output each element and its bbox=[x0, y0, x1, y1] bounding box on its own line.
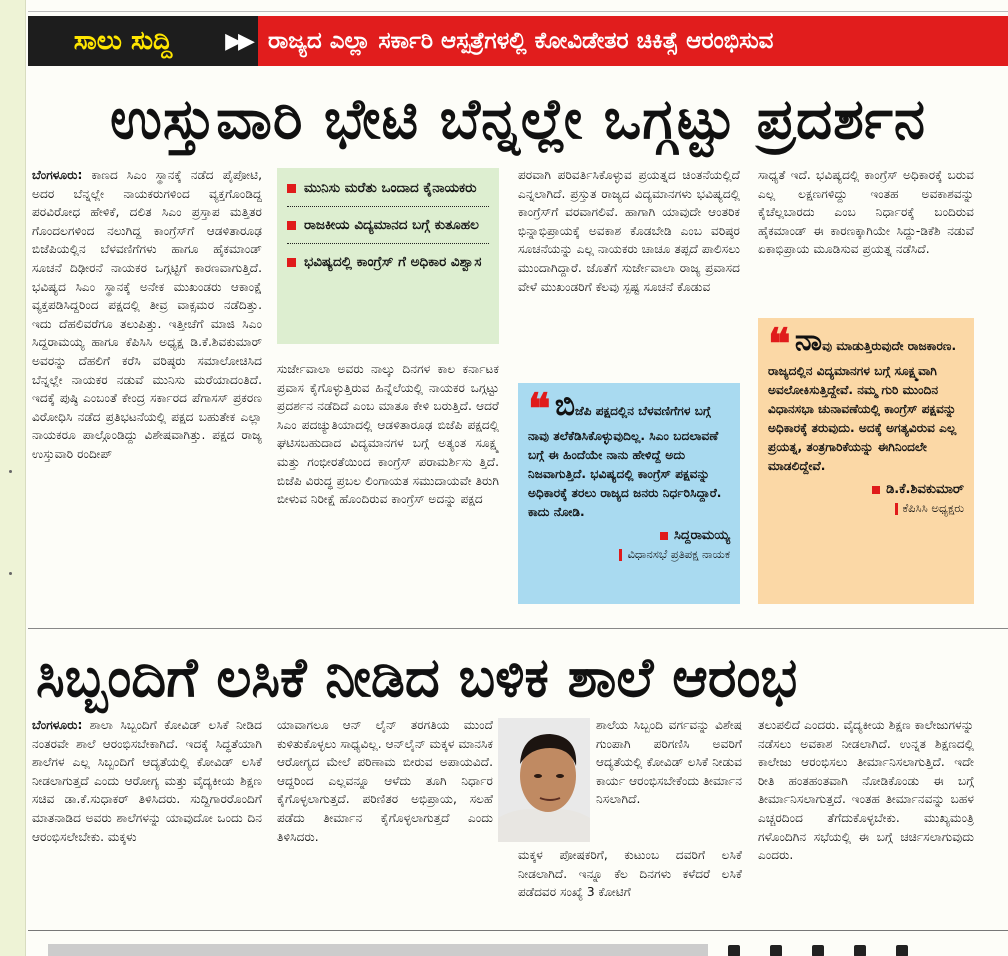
quote-role-text: ವಿಧಾನಸಭೆ ಪ್ರತಿಪಕ್ಷ ನಾಯಕ bbox=[627, 547, 730, 561]
story1-col3-text: ಪರವಾಗಿ ಪರಿವರ್ತಿಸಿಕೊಳ್ಳುವ ಪ್ರಯತ್ನದ ಚಿಂತನೆಯಲ್ಲಿದೆ ಎನ್ನಲಾಗಿದೆ. ಪ್ರಸ್ತುತ ರಾಜ್ಯದ ವಿದ್ಯಮಾನಗಳು ಭವಿಷ್ಯದಲ್ಲಿ ಕಾಂಗ್ರೆಸ್‌ಗೆ ವರವಾಗಲಿವೆ. ಹಾಗಾಗಿ ಯಾವುದೇ ಆಂತರಿಕ ಭಿನ್ನಾಭಿಪ್ರಾಯಕ್ಕೆ ಅವಕಾಶ ಕೊಡಬೇಡಿ ಎಂಬ ವರಿಷ್ಠರ ಸೂಚನೆಯನ್ನು ಎಲ್ಲ ನಾಯಕರು ಚಾಚೂ ತಪ್ಪದೆ ಪಾಲಿಸಲು ಮುಂದಾಗಿದ್ದಾರೆ. ಜೊತೆಗೆ ಸುರ್ಜೇವಾಲಾ ರಾಜ್ಯ ಪ್ರವಾಸದ ವೇಳೆ ಮುಖಂಡರಿಗೆ ಕೆಲವು ಸ್ಪಷ್ಟ ಸೂಚನೆ ಕೊಡುವ bbox=[518, 168, 740, 294]
quote-box-siddaramaiah bbox=[518, 383, 740, 604]
newspaper-page bbox=[28, 0, 1008, 956]
next-story-image-edge bbox=[48, 944, 708, 956]
bottom-rule bbox=[28, 930, 1008, 931]
story2-col1-text: ಶಾಲಾ ಸಿಬ್ಬಂದಿಗೆ ಕೋವಿಡ್ ಲಸಿಕೆ ನೀಡಿದ ನಂತರವೇ ಶಾಲೆ ಆರಂಭಿಸಬೇಕಾಗಿದೆ. ಇದಕ್ಕೆ ಸಿದ್ಧತೆಯಾಗಿ ಶಾಲೆಗಳ ಎಲ್ಲ ಸಿಬ್ಬಂದಿಗೆ ಆದ್ಯತೆಯಲ್ಲಿ ಕೋವಿಡ್ ಲಸಿಕೆ ನೀಡಲಾಗುತ್ತದೆ ಎಂದು ಆರೋಗ್ಯ ಮತ್ತು ವೈದ್ಯಕೀಯ ಶಿಕ್ಷಣ ಸಚಿವ ಡಾ.ಕೆ.ಸುಧಾಕರ್ ತಿಳಿಸಿದರು. ಸುದ್ದಿಗಾರರೊಂದಿಗೆ ಮಾತನಾಡಿದ ಅವರು ಶಾಲೆಗಳನ್ನು ಯಾವುದೋ ಒಂದು ದಿನ ಆರಂಭಿಸಲೇಬೇಕು. ಮಕ್ಕಳು bbox=[32, 718, 262, 844]
quote-body: ವು ಮಾಡುತ್ತಿರುವುದೇ ರಾಜಕಾರಣ. ರಾಜ್ಯದಲ್ಲಿನ ವಿದ್ಯಮಾನಗಳ ಬಗ್ಗೆ ಸೂಕ್ಷ್ಮವಾಗಿ ಅವಲೋಕಿಸುತ್ತಿದ್ದೇವೆ. ನಮ್ಮ ಗುರಿ ಮುಂದಿನ ವಿಧಾನಸಭಾ ಚುನಾವಣೆಯಲ್ಲಿ ಕಾಂಗ್ರೆಸ್ ಪಕ್ಷವನ್ನು ಅಧಿಕಾರಕ್ಕೆ ತರುವುದು. ಅದಕ್ಕೆ ಅಗತ್ಯವಿರುವ ಎಲ್ಲ ಪ್ರಯತ್ನ, ತಂತ್ರಗಾರಿಕೆಯನ್ನು ಈಗಿನಿಂದಲೇ ಮಾಡಲಿದ್ದೇವೆ. bbox=[768, 339, 957, 473]
quote-mark-icon: ❝ bbox=[528, 384, 551, 433]
square-bullet-icon bbox=[660, 532, 668, 540]
highlight-text: ರಾಜಕೀಯ ವಿದ್ಯಮಾನದ ಬಗ್ಗೆ ಕುತೂಹಲ bbox=[304, 217, 479, 233]
quote-role-text: ಕೆಪಿಸಿಸಿ ಅಧ್ಯಕ್ಷರು bbox=[902, 501, 964, 515]
square-bullet-icon bbox=[287, 184, 296, 193]
quote-role bbox=[768, 501, 964, 516]
quote-text bbox=[768, 319, 964, 476]
story2-column-3a bbox=[596, 716, 742, 824]
story2-col4-text: ತಲುಪಲಿದೆ ಎಂದರು. ವೈದ್ಯಕೀಯ ಶಿಕ್ಷಣ ಕಾಲೇಜುಗಳನ್ನು ನಡೆಸಲು ಅವಕಾಶ ನೀಡಲಾಗಿದೆ. ಉನ್ನತ ಶಿಕ್ಷಣದಲ್ಲಿ ಕಾಲೇಜು ಆರಂಭಿಸಲು ತೀರ್ಮಾನಿಸಲಾಗುತ್ತಿದೆ. ಇದೇ ರೀತಿ ಹಂತಹಂತವಾಗಿ ನೋಡಿಕೊಂಡು ಈ ಬಗ್ಗೆ ತೀರ್ಮಾನಿಸಲಾಗುತ್ತದೆ. ಇಂತಹ ತೀರ್ಮಾನವನ್ನು ಬಹಳ ಎಚ್ಚರದಿಂದ ತೆಗೆದುಕೊಳ್ಳಬೇಕು. ಮುಖ್ಯಮಂತ್ರಿ ಗಳೊಂದಿಗಿನ ಸಭೆಯಲ್ಲಿ ಈ ಬಗ್ಗೆ ಚರ್ಚಿಸಲಾಗುವುದು ಎಂದರು. bbox=[758, 718, 974, 863]
story2-headline: ಸಿಬ್ಬಂದಿಗೆ ಲಸಿಕೆ ನೀಡಿದ ಬಳಿಕ ಶಾಲೆ ಆರಂಭ bbox=[36, 646, 798, 709]
quote-attribution bbox=[768, 482, 964, 497]
story1-dateline: ಬೆಂಗಳೂರು: bbox=[32, 168, 83, 182]
quote-lead-letter: ಬಿ bbox=[554, 388, 576, 423]
quote-text bbox=[528, 384, 730, 522]
glyph-fragment bbox=[770, 945, 782, 956]
next-headline-edge bbox=[728, 942, 998, 956]
minister-photo bbox=[498, 718, 590, 842]
double-arrow-icon: ▶▶ bbox=[218, 16, 258, 66]
glyph-fragment bbox=[854, 945, 866, 956]
highlight-text: ಮುನಿಸು ಮರೆತು ಒಂದಾದ ಕೈನಾಯಕರು bbox=[304, 180, 477, 196]
story-divider bbox=[28, 628, 1008, 629]
highlight-item bbox=[287, 215, 489, 244]
square-bullet-icon bbox=[872, 486, 880, 494]
square-bullet-icon bbox=[287, 258, 296, 267]
story1-col2-text: ಸುರ್ಜೇವಾಲಾ ಅವರು ನಾಲ್ಕು ದಿನಗಳ ಕಾಲ ಕರ್ನಾಟಕ ಪ್ರವಾಸ ಕೈಗೊಳ್ಳುತ್ತಿರುವ ಹಿನ್ನೆಲೆಯಲ್ಲಿ ನಾಯಕರ ಒಗ್ಗಟ್ಟು ಪ್ರದರ್ಶನ ನಡೆದಿದೆ ಎಂಬ ಮಾತೂ ಕೇಳಿ ಬರುತ್ತಿದೆ. ಆದರೆ ಸಿಎಂ ಪದಚ್ಯುತಿಯಾದಲ್ಲಿ ಆಡಳಿತಾರೂಢ ಬಿಜೆಪಿ ಪಕ್ಷದಲ್ಲಿ ಘಟಿಸಬಹುದಾದ ವಿದ್ಯಮಾನಗಳ ಬಗ್ಗೆ ಅತ್ಯಂತ ಸೂಕ್ಷ್ಮ ಮತ್ತು ಗಂಭೀರತೆಯಿಂದ ಕಾಂಗ್ರೆಸ್ ಪರಾಮರ್ಶಿಸು ತ್ತಿದೆ. ಬಿಜೆಪಿ ವಿರುದ್ಧ ಪ್ರಬಲ ಲಿಂಗಾಯತ ಸಮುದಾಯವೇ ತಿರುಗಿ ಬೀಳುವ ನಿರೀಕ್ಷೆ ಹೊಂದಿರುವ ಕಾಂಗ್ರೆಸ್ ಅದನ್ನು ಪಕ್ಷದ bbox=[277, 362, 499, 507]
story2-column-1 bbox=[32, 716, 262, 922]
story2-column-4 bbox=[758, 716, 974, 922]
story2-dateline: ಬೆಂಗಳೂರು: bbox=[32, 718, 83, 732]
quote-body: ಜೆಪಿ ಪಕ್ಷದಲ್ಲಿನ ಬೆಳವಣಿಗೆಗಳ ಬಗ್ಗೆ ನಾವು ತಲೆಕೆಡಿಸಿಕೊಳ್ಳುವುದಿಲ್ಲ. ಸಿಎಂ ಬದಲಾವಣೆ ಬಗ್ಗೆ ಈ ಹಿಂದೆಯೇ ನಾನು ಹೇಳಿದ್ದೆ ಅದು ನಿಜವಾಗುತ್ತಿದೆ. ಭವಿಷ್ಯದಲ್ಲಿ ಕಾಂಗ್ರೆಸ್ ಪಕ್ಷವನ್ನು ಅಧಿಕಾರಕ್ಕೆ ತರಲು ರಾಜ್ಯದ ಜನರು ನಿರ್ಧರಿಸಿದ್ದಾರೆ. ಕಾದು ನೋಡಿ. bbox=[528, 404, 722, 519]
story1-headline: ಉಸ್ತುವಾರಿ ಭೇಟಿ ಬೆನ್ನಲ್ಲೇ ಒಗ್ಗಟ್ಟು ಪ್ರದರ್ಶನ bbox=[109, 87, 927, 152]
story1-column-2 bbox=[277, 360, 499, 610]
margin-dot bbox=[9, 572, 12, 575]
story2-col2-text: ಯಾವಾಗಲೂ ಆನ್ ಲೈನ್ ತರಗತಿಯ ಮುಂದೆ ಕುಳಿತುಕೊಳ್ಳಲು ಸಾಧ್ಯವಿಲ್ಲ. ಆನ್‌ಲೈನ್ ಮಕ್ಕಳ ಮಾನಸಿಕ ಆರೋಗ್ಯದ ಮೇಲೆ ಪರಿಣಾಮ ಬೀರುವ ಅಪಾಯವಿದೆ. ಆದ್ದರಿಂದ ಎಲ್ಲವನ್ನೂ ಆಳೆದು ತೂಗಿ ನಿರ್ಧಾರ ಕೈಗೊಳ್ಳಲಾಗುತ್ತದೆ. ಪರಿಣಿತರ ಅಭಿಪ್ರಾಯ, ಸಲಹೆ ಪಡೆದು ತೀರ್ಮಾನ ಕೈಗೊಳ್ಳಲಾಗುತ್ತದೆ ಎಂದು ತಿಳಿಸಿದರು. bbox=[277, 718, 493, 844]
quote-box-shivakumar bbox=[758, 318, 974, 604]
quote-speaker: ಡಿ.ಕೆ.ಶಿವಕುಮಾರ್ bbox=[886, 482, 964, 497]
glyph-fragment bbox=[728, 945, 740, 956]
story1-column-1 bbox=[32, 166, 262, 612]
highlight-item bbox=[287, 252, 489, 280]
story1-col4-text: ಸಾಧ್ಯತೆ ಇದೆ. ಭವಿಷ್ಯದಲ್ಲಿ ಕಾಂಗ್ರೆಸ್ ಅಧಿಕಾರಕ್ಕೆ ಬರುವ ಎಲ್ಲ ಲಕ್ಷಣಗಳಿದ್ದು ಇಂತಹ ಅವಕಾಶವನ್ನು ಕೈಚೆಲ್ಲಬಾರದು ಎಂಬ ನಿರ್ಧಾರಕ್ಕೆ ಬಂದಿರುವ ಹೈಕಮಾಂಡ್ ಈ ಕಾರಣಕ್ಕಾಗಿಯೇ ಸಿದ್ದು-ಡಿಕೆಶಿ ನಡುವೆ ಏಕಾಭಿಪ್ರಾಯ ಮೂಡಿಸುವ ಪ್ರಯತ್ನ ನಡೆಸಿದೆ. bbox=[758, 168, 974, 257]
red-bar-icon bbox=[895, 503, 898, 515]
ticker-text: ರಾಜ್ಯದ ಎಲ್ಲಾ ಸರ್ಕಾರಿ ಆಸ್ಪತ್ರೆಗಳಲ್ಲಿ ಕೋವಿಡೇತರ ಚಿಕಿತ್ಸೆ ಆರಂಭಿಸುವ bbox=[258, 16, 1008, 66]
red-bar-icon bbox=[619, 549, 622, 561]
story1-column-4 bbox=[758, 166, 974, 310]
glyph-fragment bbox=[812, 945, 824, 956]
story2-column-3b bbox=[518, 846, 742, 922]
page-margin-strip bbox=[0, 0, 26, 956]
story2-col3a-text: ಶಾಲೆಯ ಸಿಬ್ಬಂದಿ ವರ್ಗವನ್ನು ವಿಶೇಷ ಗುಂಪಾಗಿ ಪರಿಗಣಿಸಿ ಅವರಿಗೆ ಆದ್ಯತೆಯಲ್ಲಿ ಕೋವಿಡ್ ಲಸಿಕೆ ನೀಡುವ ಕಾರ್ಯ ಆರಂಭಿಸಬೇಕೆಂದು ತೀರ್ಮಾನ ನಿಸಲಾಗಿದೆ. bbox=[596, 718, 742, 807]
story2-col3b-text: ಮಕ್ಕಳ ಪೋಷಕರಿಗೆ, ಕುಟುಂಬ ದವರಿಗೆ ಲಸಿಕೆ ನೀಡಲಾಗಿದೆ. ಇನ್ನೂ ಕೆಲ ದಿನಗಳು ಕಳೆದರೆ ಲಸಿಕೆ ಪಡೆದವರ ಸಂಖ್ಯೆ 3 ಕೋಟಿಗೆ bbox=[518, 848, 742, 900]
highlight-text: ಭವಿಷ್ಯದಲ್ಲಿ ಕಾಂಗ್ರೆಸ್ ಗೆ ಅಧಿಕಾರ ವಿಶ್ವಾಸ bbox=[304, 254, 482, 270]
story2-column-2 bbox=[277, 716, 493, 922]
quote-attribution bbox=[528, 528, 730, 543]
glyph-fragment bbox=[896, 945, 908, 956]
quote-mark-icon: ❝ bbox=[768, 319, 791, 368]
margin-dot bbox=[9, 470, 12, 473]
story1-column-3 bbox=[518, 166, 740, 372]
highlights-box bbox=[277, 168, 499, 344]
highlight-item bbox=[287, 178, 489, 207]
quote-lead-letter: ನಾ bbox=[794, 323, 823, 358]
ticker-label: ಸಾಲು ಸುದ್ದಿ bbox=[28, 16, 218, 66]
story1-col1-text: ಕಾಣದ ಸಿಎಂ ಸ್ಥಾನಕ್ಕೆ ನಡೆದ ಪೈಪೋಟಿ, ಅದರ ಬೆನ್ನಲ್ಲೇ ನಾಯಕರುಗಳಿಂದ ವ್ಯಕ್ತಗೊಂಡಿದ್ದ ಪರವಿರೋಧ ಹೇಳಿಕೆ, ದಲಿತ ಸಿಎಂ ಪ್ರಸ್ತಾಪ ಮತ್ತಿತರ ಗೊಂದಲಗಳಿಂದ ನಲುಗಿದ್ದ ಕಾಂಗ್ರೆಸ್‌ಗೆ ಆಡಳಿತಾರೂಢ ಬಿಜೆಪಿಯಲ್ಲಿನ ಬೆಳವಣಿಗೆಗಳು ಹಾಗೂ ಹೈಕಮಾಂಡ್ ಸೂಚನೆ ದಿಢೀರನೆ ನಾಯಕರ ಒಗ್ಗಟ್ಟಿಗೆ ಕಾರಣವಾಗುತ್ತಿದೆ. ಭವಿಷ್ಯದ ಸಿಎಂ ಸ್ಥಾನಕ್ಕೆ ಅನೇಕ ಮುಖಂಡರು ಆಕಾಂಕ್ಷೆ ವ್ಯಕ್ತಪಡಿಸಿದ್ದರಿಂದ ಪಕ್ಷದಲ್ಲಿ ತೀವ್ರ ವಾಕ್ಸಮರ ನಡೆದಿತ್ತು. ಇದು ದೆಹಲಿವರೆಗೂ ತಲುಪಿತ್ತು. ಇತ್ತೀಚೆಗೆ ಮಾಜಿ ಸಿಎಂ ಸಿದ್ದರಾಮಯ್ಯ ಹಾಗೂ ಕೆಪಿಸಿಸಿ ಅಧ್ಯಕ್ಷ ಡಿ.ಕೆ.ಶಿವಕುಮಾರ್ ಅವರನ್ನು ದೆಹಲಿಗೆ ಕರೆಸಿ ವರಿಷ್ಠರು ಸಮಾಲೋಚಿಸಿದ ಬೆನ್ನಲ್ಲೇ ನಾಯಕರ ನಡುವೆ ಮುನಿಸು ಮರೆಯಾದಂತಿದೆ. ಇದಕ್ಕೆ ಪುಷ್ಠಿ ಎಂಬಂತೆ ಕೇಂದ್ರ ಸರ್ಕಾರದ ಪೆಗಾಸಸ್ ಪ್ರಕರಣ ವಿರೋಧಿಸಿ ನಡೆದ ಪ್ರತಿಭಟನೆಯಲ್ಲಿ ಪಕ್ಷದ ಬಹುತೇಕ ಎಲ್ಲಾ ನಾಯಕರೂ ಪಾಲ್ಗೊಂಡಿದ್ದು ವಿಶೇಷವಾಗಿತ್ತು. ಪಕ್ಷದ ರಾಜ್ಯ ಉಸ್ತುವಾರಿ ರಂದೀಪ್ bbox=[32, 168, 262, 461]
quote-speaker: ಸಿದ್ದರಾಮಯ್ಯ bbox=[673, 528, 730, 543]
portrait-photo-icon bbox=[498, 718, 590, 842]
top-rule bbox=[28, 0, 1008, 12]
quote-role bbox=[528, 547, 730, 562]
square-bullet-icon bbox=[287, 221, 296, 230]
news-ticker bbox=[28, 16, 1008, 66]
